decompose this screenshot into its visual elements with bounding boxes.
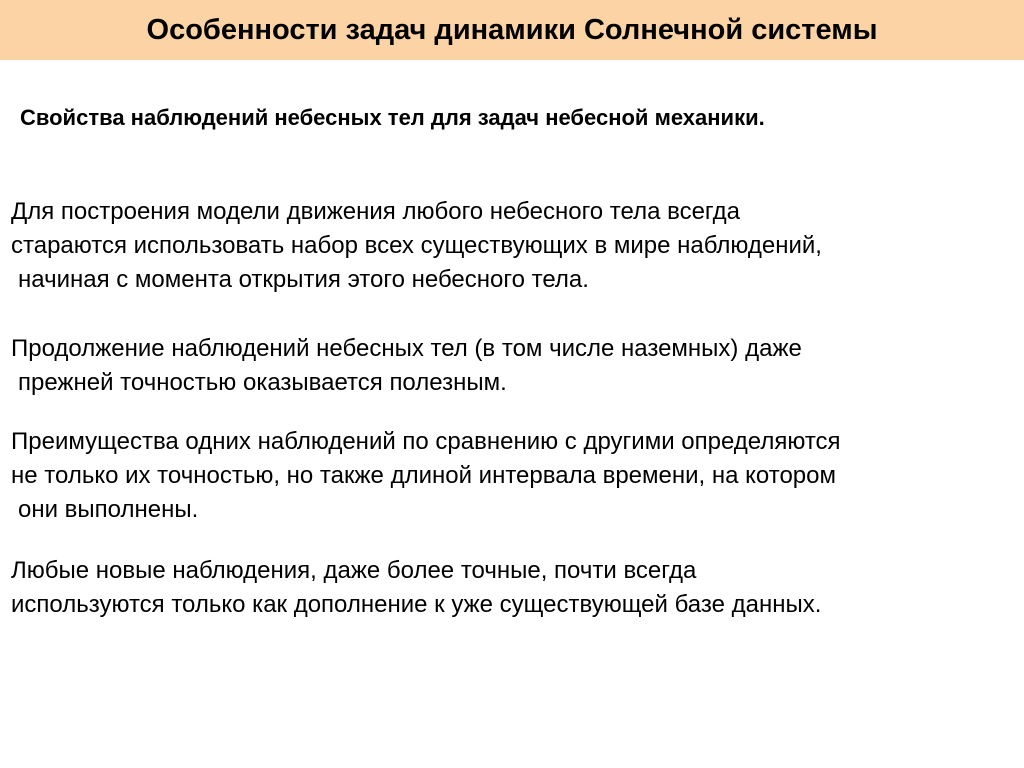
text-line: не только их точностью, но также длиной интервала времени, на котором — [11, 462, 836, 489]
slide-subtitle: Свойства наблюдений небесных тел для задач небесной механики. — [20, 105, 765, 130]
text-line: стараются использовать набор всех существующих в мире наблюдений, — [11, 232, 822, 259]
text-line: Любые новые наблюдения, даже более точные, почти всегда — [11, 557, 697, 584]
paragraph-observation-advantages — [11, 425, 1016, 527]
text-line: они выполнены. — [18, 496, 199, 523]
title-bar — [0, 0, 1024, 60]
text-line: прежней точностью оказывается полезным. — [18, 369, 507, 396]
text-line: Продолжение наблюдений небесных тел (в том числе наземных) даже — [11, 335, 802, 362]
text-line: начиная с момента открытия этого небесного тела. — [18, 266, 589, 293]
text-line: Для построения модели движения любого небесного тела всегда — [11, 198, 740, 225]
text-line: используются только как дополнение к уже существующей базе данных. — [11, 591, 822, 618]
paragraph-new-observations — [11, 554, 1016, 622]
paragraph-observation-set — [11, 195, 1016, 297]
paragraph-continued-observations — [11, 332, 1016, 400]
text-line: Преимущества одних наблюдений по сравнению с другими определяются — [11, 428, 841, 455]
slide-title: Особенности задач динамики Солнечной системы — [146, 14, 878, 46]
